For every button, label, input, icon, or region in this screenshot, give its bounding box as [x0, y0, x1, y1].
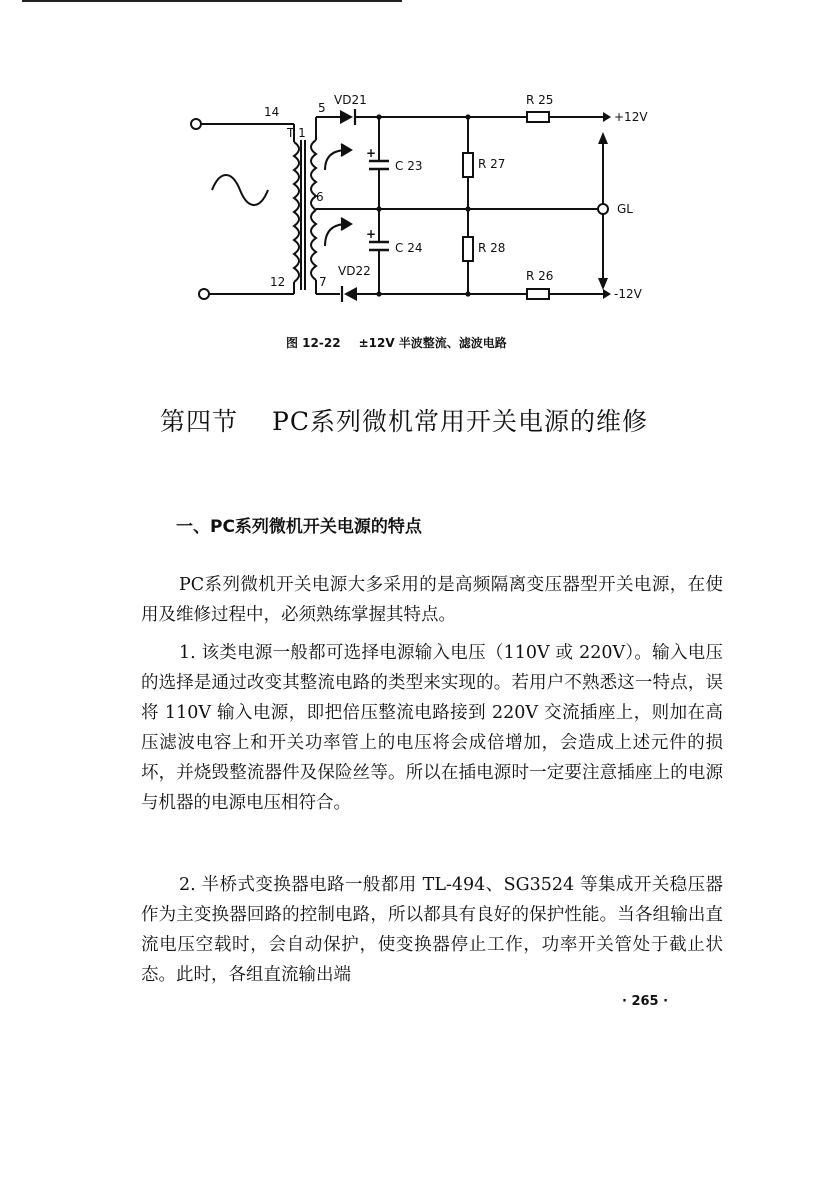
circuit-diagram [0, 0, 818, 330]
vd22-label: VD22 [338, 264, 371, 278]
resistor-r27 [463, 153, 473, 177]
section-number: 第四节 [160, 407, 239, 436]
resistor-r28 [463, 237, 473, 261]
pin-5-label: 5 [318, 101, 326, 115]
minus-12v-label: -12V [614, 287, 642, 301]
transformer-label: T 1 [287, 126, 306, 140]
section-title-text: PC系列微机常用开关电源的维修 [272, 407, 648, 436]
subheading: 一、PC系列微机开关电源的特点 [176, 517, 422, 537]
c23-plus-label: + [366, 146, 377, 160]
diode-vd22 [344, 287, 357, 301]
secondary-winding-lower [311, 210, 316, 280]
c24-plus-label: + [366, 227, 377, 241]
ac-source-icon [212, 175, 268, 205]
pin-6-label: 6 [316, 190, 324, 204]
gl-label: GL [617, 202, 633, 216]
r27-label: R 27 [478, 157, 506, 171]
gl-terminal [598, 204, 608, 214]
paragraph: 1. 该类电源一般都可选择电源输入电压（110V 或 220V）。输入电压的选择是通过改变其整流电路的类型来实现的。若用户不熟悉这一特点，误将 110V 输入电源，即把倍压整流电路接到 220V 交流插座上，则加在高压滤波电容上和开关功率管上的电压将会成倍增加，会造成上述元件的损坏，并烧毁整流器件及保险丝等。所以在插电源时一定要注意插座上的电源与机器的电源电压相符合。 [141, 642, 723, 813]
resistor-r25 [527, 112, 549, 122]
c24-label: C 24 [395, 241, 423, 255]
figure-caption-text: ±12V 半波整流、滤波电路 [358, 336, 507, 350]
r28-label: R 28 [478, 241, 506, 255]
vd21-label: VD21 [334, 93, 367, 107]
r25-label: R 25 [526, 93, 554, 107]
figure-caption [286, 334, 507, 351]
primary-winding [294, 142, 299, 282]
figure-number: 图 12-22 [286, 336, 341, 350]
r26-label: R 26 [526, 269, 554, 283]
pin-7-label: 7 [319, 275, 327, 289]
paragraph: 2. 半桥式变换器电路一般都用 TL-494、SG3524 等集成开关稳压器作为主变换器回路的控制电路，所以都具有良好的保护性能。当各组输出直流电压空载时，会自动保护，使变换器停止工作，功率开关管处于截止状态。此时，各组直流输出端 [141, 874, 723, 985]
section-title [160, 402, 648, 438]
pin-14-label: 14 [264, 105, 280, 119]
page-number: · 265 · [622, 994, 669, 1009]
paragraph: PC系列微机开关电源大多采用的是高频隔离变压器型开关电源，在使用及维修过程中，必须熟练掌握其特点。 [141, 574, 723, 625]
plus-12v-label: +12V [614, 110, 648, 124]
resistor-r26 [527, 289, 549, 299]
diode-vd21 [340, 110, 353, 124]
c23-label: C 23 [395, 159, 423, 173]
pin-12-label: 12 [270, 275, 286, 289]
primary-terminal-bottom [199, 289, 209, 299]
primary-terminal-top [191, 119, 201, 129]
